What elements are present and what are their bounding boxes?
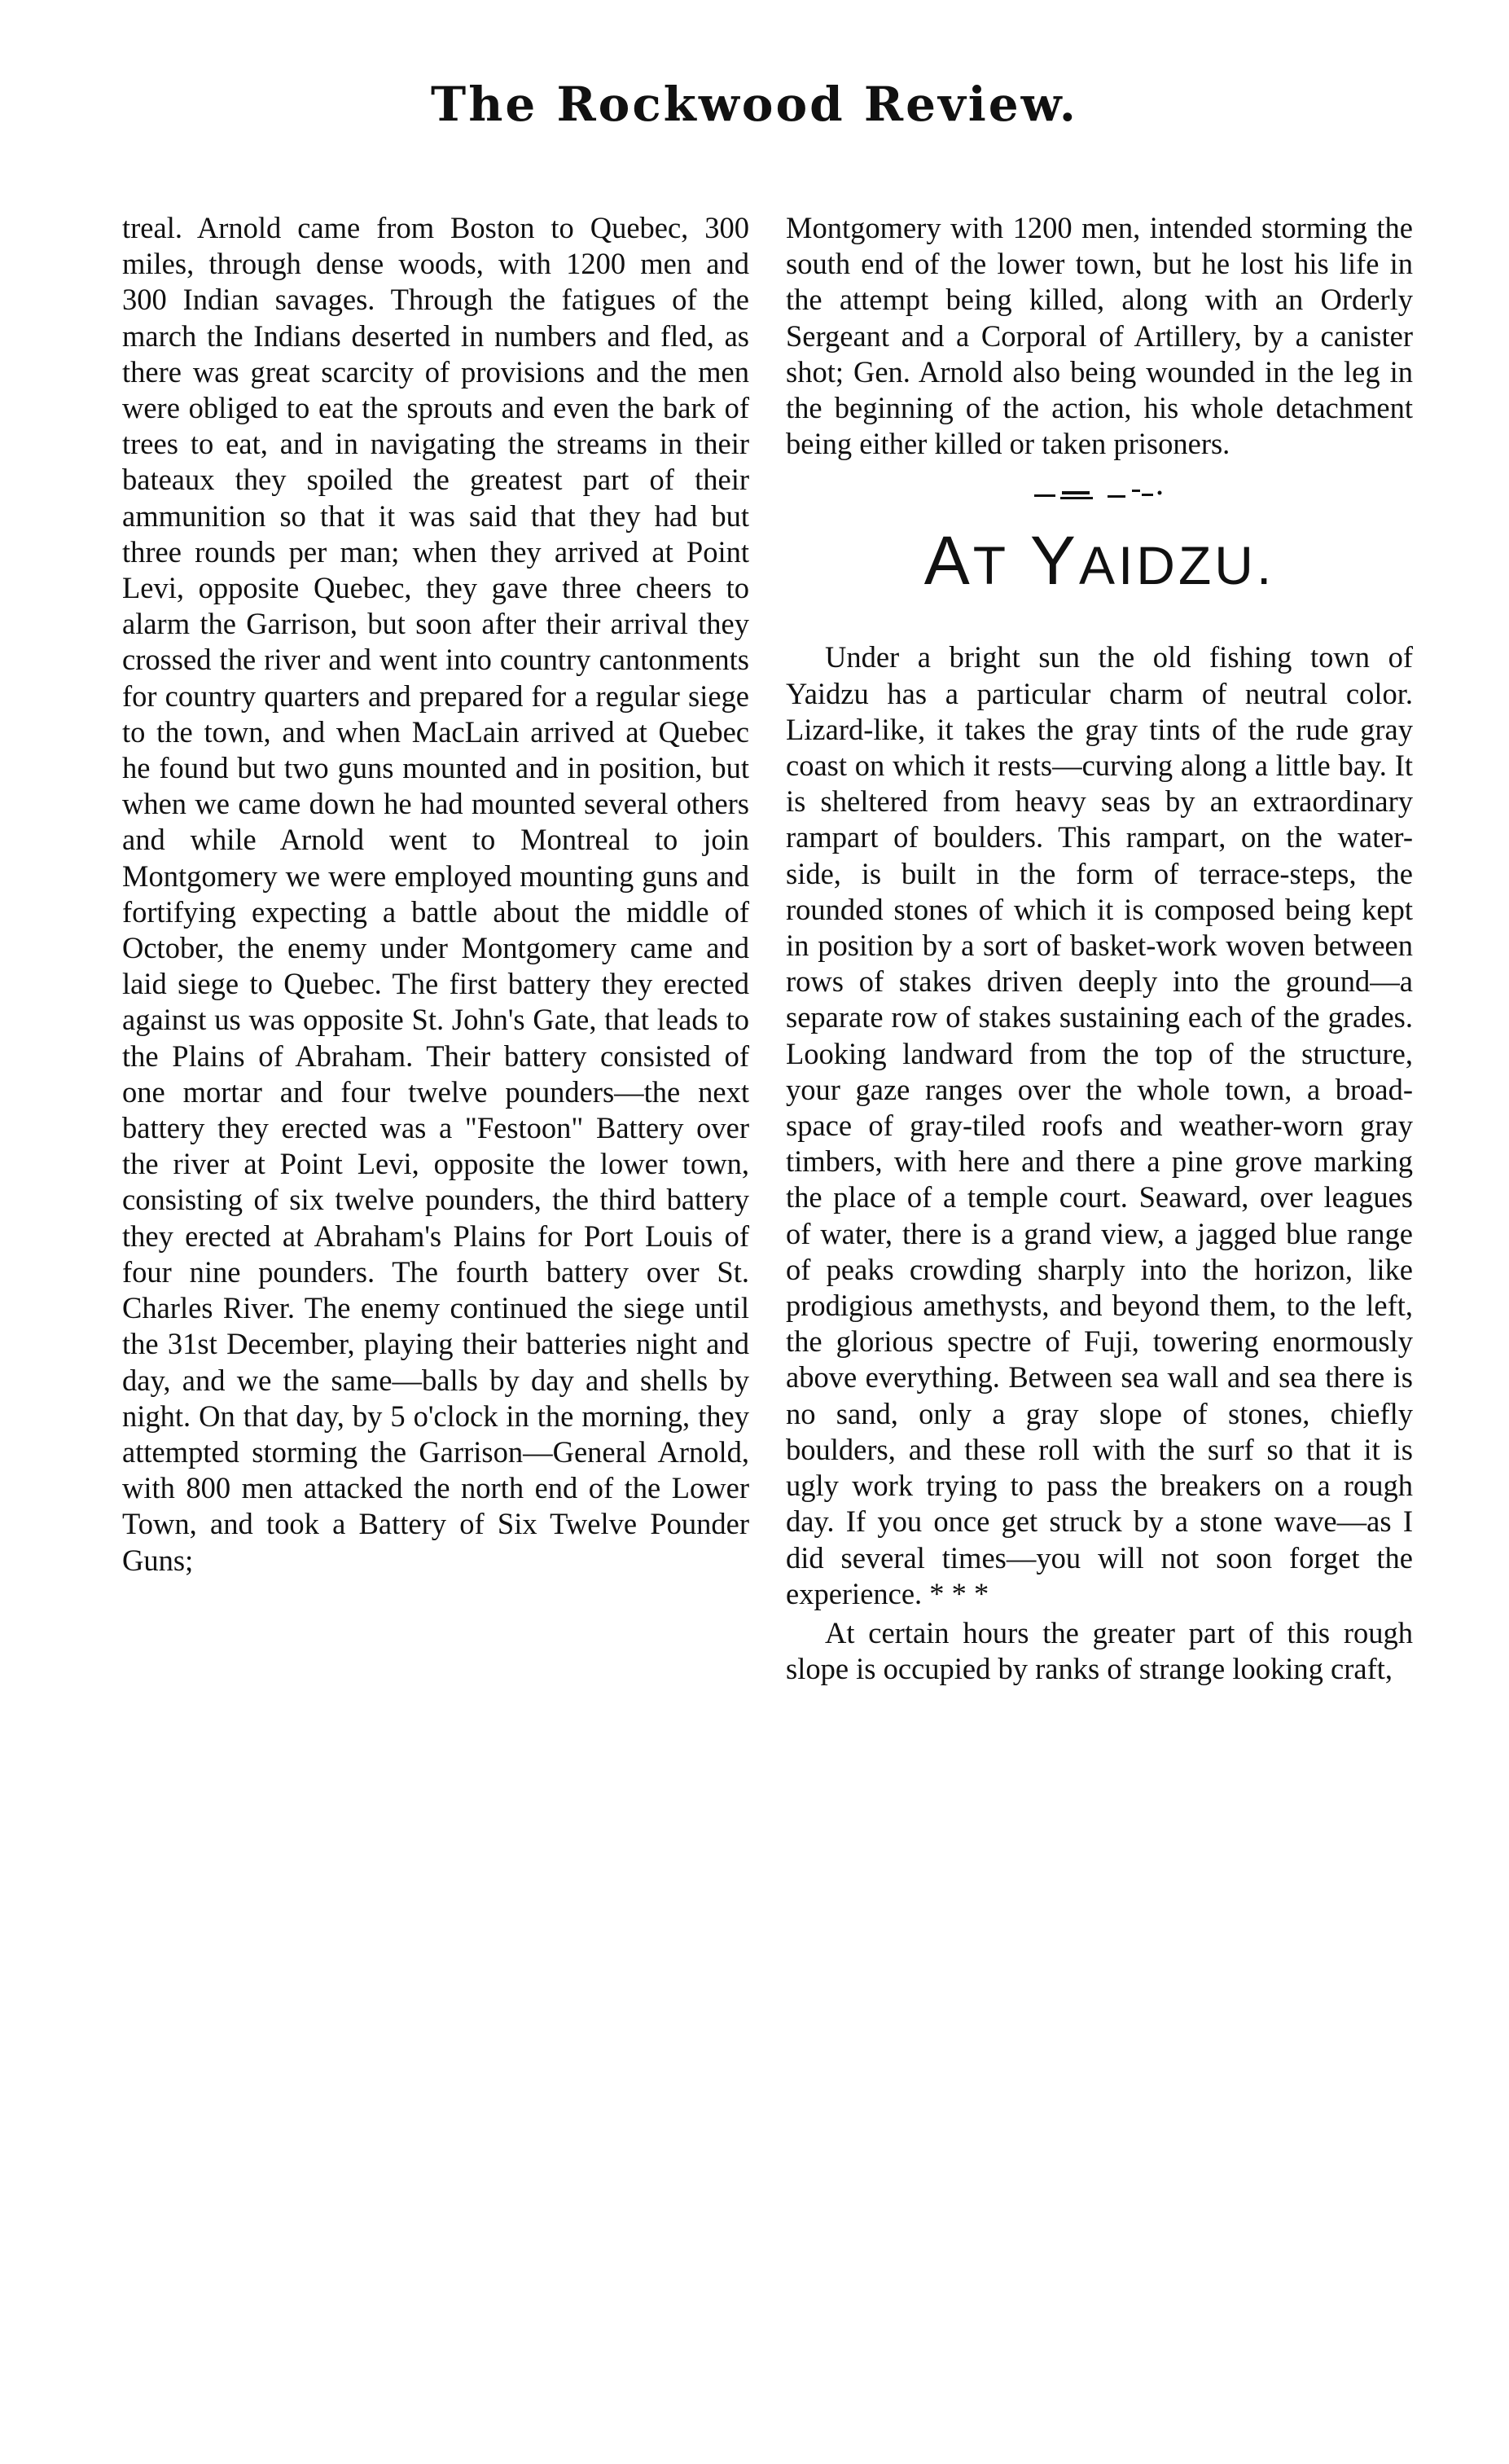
article-paragraph-2: At certain hours the greater part of this rough slope is occupied by ranks of strange looking craft,	[786, 1615, 1413, 1686]
article-title-t: T	[972, 535, 1010, 596]
left-column	[122, 210, 749, 1579]
article-title-y: Y	[1029, 522, 1079, 600]
right-column	[786, 210, 1413, 1687]
article-paragraph-1: Under a bright sun the old fishing town of Yaidzu has a particular charm of neutral color. Lizard-like, it takes the gray tints of the rude gray coast on which it rests—curving along a little bay. It is sheltered from heavy seas by an extraordinary rampart of boulders. This rampart, on the water-side, is built in the form of terrace-steps, the rounded stones of which it is composed being kept in position by a sort of basket-work woven between rows of stakes driven deeply into the ground—a separate row of stakes sustaining each of the grades. Looking landward from the top of the structure, your gaze ranges over the whole town, a broad-space of gray-tiled roofs and weather-worn gray timbers, with here and there a pine grove marking the place of a temple court. Seaward, over leagues of water, there is a grand view, a jagged blue range of peaks crowding sharply into the horizon, like prodigious amethysts, and beyond them, to the left, the glorious spectre of Fuji, towering enormously above everything. Between sea wall and sea there is no sand, only a gray slope of stones, chiefly boulders, and these roll with the surf so that it is ugly work trying to pass the breakers on a rough day. If you once get struck by a stone wave—as I did several times—you will not soon forget the experience. * * *	[786, 640, 1413, 1610]
article-title-a: A	[923, 522, 973, 600]
article-title-aidzu: AIDZU.	[1078, 535, 1275, 596]
section-divider-ornament	[786, 477, 1413, 509]
running-title: The Rockwood Review.	[431, 77, 1078, 132]
article-title	[786, 516, 1413, 610]
previous-article-continuation: Montgomery with 1200 men, intended storming the south end of the lower town, but he lost his life in the attempt being killed, along with an Orderly Sergeant and a Corporal of Artillery, by a canister shot; Gen. Arnold also being wounded in the leg in the beginning of the action, his whole detachment being either killed or taken prisoners.	[786, 211, 1413, 461]
left-column-text: treal. Arnold came from Boston to Quebec, 300 miles, through dense woods, with 1200 men and 300 Indian savages. Through the fatigues of the march the Indians deserted in numbers and fled, as there was great scarcity of provisions and the men were obliged to eat the sprouts and even the bark of trees to eat, and in navigating the streams in their bateaux they spoiled the greatest part of their ammunition so that it was said that they had but three rounds per man; when they arrived at Point Levi, opposite Quebec, they gave three cheers to alarm the Garrison, but soon after their arrival they crossed the river and went into country cantonments for country quarters and prepared for a regular siege to the town, and when MacLain arrived at Quebec he found but two guns mounted and in position, but when we came down he had mounted several others and while Arnold went to Montreal to join Montgomery we were employed mounting guns and fortifying expecting a battle about the middle of October, the enemy under Montgomery came and laid siege to Quebec. The first battery they erected against us was opposite St. John's Gate, that leads to the Plains of Abraham. Their battery consisted of one mortar and four twelve pounders—the next battery they erected was a "Festoon" Battery over the river at Point Levi, opposite the lower town, consisting of six twelve pounders, the third battery they erected at Abraham's Plains for Port Louis of four nine pounders. The fourth battery over St. Charles River. The enemy continued the siege until the 31st December, playing their batteries night and day, and we the same—balls by day and shells by night. On that day, by 5 o'clock in the morning, they attempted storming the Garrison—General Arnold, with 800 men attacked the north end of the Lower Town, and took a Battery of Six Twelve Pounder Guns;	[122, 211, 749, 1577]
